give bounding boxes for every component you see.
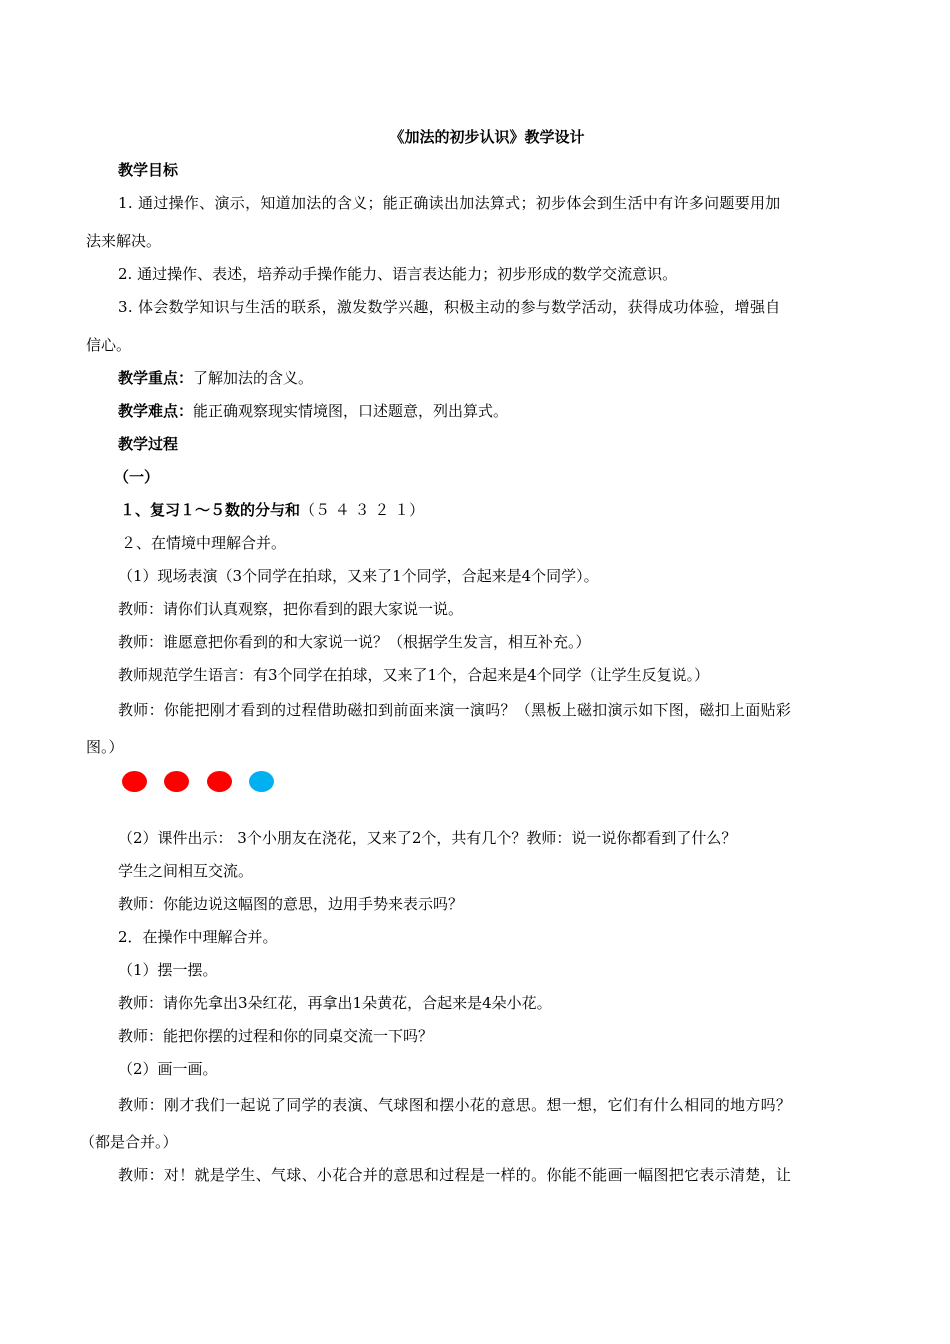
step-3-heading: 2．在操作中理解合并。 [118,928,278,946]
red-magnet-3 [207,771,232,792]
teacher-line-6: 教师：你能边说这幅图的意思，边用手势来表示吗？ [118,895,464,913]
red-magnet-1 [122,771,147,792]
goals-heading: 教学目标 [118,161,179,179]
document-title: 《加法的初步认识》教学设计 [389,128,585,146]
difficulty-text: 能正确观察现实情境图，口述题意，列出算式。 [193,402,509,420]
teacher-line-2: 教师：谁愿意把你看到的和大家说一说？（根据学生发言，相互补充。） [118,633,591,651]
student-line: 学生之间相互交流。 [118,862,254,880]
difficulty-label: 教学难点： [118,402,194,420]
teacher-line-8: 教师：能把你摆的过程和你的同桌交流一下吗？ [118,1027,434,1045]
part-one-heading: （一） [114,468,160,486]
difficulty-point [118,399,508,423]
goal-3-continued: 信心。 [86,336,132,354]
teacher-line-9: 教师：刚才我们一起说了同学的表演、气球图和摆小花的意思。想一想，它们有什么相同的地方吗？ [118,1096,792,1114]
red-magnet-2 [164,771,189,792]
review-item [120,498,424,522]
teacher-line-7: 教师：请你先拿出3朵红花，再拿出1朵黄花，合起来是4朵小花。 [118,994,552,1012]
teacher-line-4-continued: 图。） [86,738,124,756]
magnet-diagram [122,771,282,795]
teacher-line-9-continued: （都是合并。） [80,1133,178,1151]
review-numbers: （５ ４ ３ ２ １） [300,501,425,519]
key-point [118,366,313,390]
teacher-line-4: 教师：你能把刚才看到的过程借助磁扣到前面来演一演吗？（黑板上磁扣演示如下图，磁扣上面贴彩 [118,701,792,719]
goal-1: 1. 通过操作、演示，知道加法的含义；能正确读出加法算式；初步体会到生活中有许多问题要用加 [118,194,781,212]
step-2-1: （1）现场表演（3个同学在拍球，又来了1个同学，合起来是4个同学）。 [118,567,599,585]
teacher-line-1: 教师：请你们认真观察，把你看到的跟大家说一说。 [118,600,464,618]
teacher-line-10: 教师：对！就是学生、气球、小花合并的意思和过程是一样的。你能不能画一幅图把它表示清楚，让 [118,1166,792,1184]
goal-2: 2. 通过操作、表述，培养动手操作能力、语言表达能力；初步形成的数学交流意识。 [118,265,678,283]
blue-magnet [249,771,274,792]
step-3-1: （1）摆一摆。 [118,961,218,979]
key-point-label: 教学重点： [118,369,194,387]
process-heading: 教学过程 [118,435,179,453]
goal-3: 3. 体会数学知识与生活的联系，激发数学兴趣，积极主动的参与数学活动，获得成功体验，增强自 [118,298,781,316]
teacher-line-3: 教师规范学生语言：有3个同学在拍球，又来了1个，合起来是4个同学（让学生反复说。） [118,666,710,684]
step-2-2: （2）课件出示： 3个小朋友在浇花，又来了2个，共有几个？教师：说一说你都看到了什么？ [118,829,737,847]
key-point-text: 了解加法的含义。 [193,369,314,387]
step-3-2: （2）画一画。 [118,1060,218,1078]
step-2-heading: ２、在情境中理解合并。 [121,534,287,552]
review-label: １、复习１～５数的分与和 [120,501,301,519]
goal-1-continued: 法来解决。 [86,232,162,250]
